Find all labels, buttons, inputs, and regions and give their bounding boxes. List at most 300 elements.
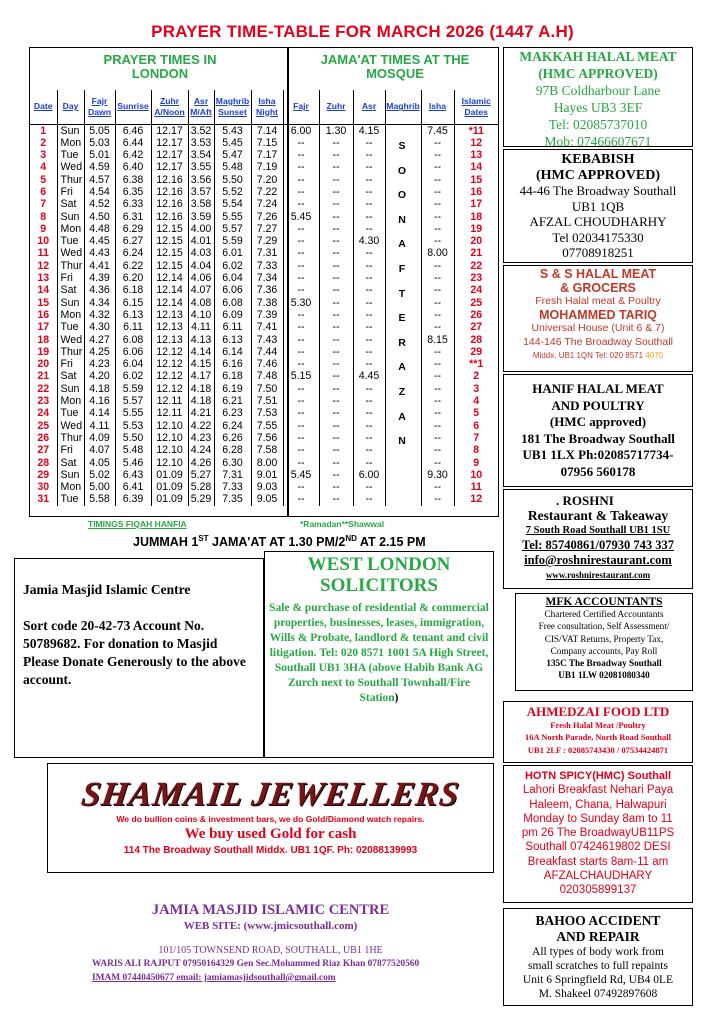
table-cell: 6.02 [115,370,151,382]
table-cell: -- [283,383,319,395]
table-cell: 4.06 [188,272,214,284]
table-cell: -- [421,395,454,407]
times-heading: PRAYER TIMES IN LONDON [103,52,217,81]
table-row [30,321,498,333]
table-cell: 12.14 [151,284,188,296]
table-row [30,124,498,137]
table-cell: -- [421,211,454,223]
col-jamaat-asr: Asr [361,101,377,112]
table-cell: -- [421,223,454,235]
table-cell: -- [283,444,319,456]
table-cell: 12.12 [151,358,188,370]
table-cell: 4.32 [84,309,115,321]
table-cell: -- [421,493,454,505]
table-cell: 14 [30,284,57,296]
table-cell: -- [421,407,454,419]
cell-maghrib-jamaat [385,469,421,481]
table-cell: -- [421,235,454,247]
page-title: PRAYER TIME-TABLE FOR MARCH 2026 (1447 A.H) [151,22,574,41]
table-cell: -- [353,223,385,235]
table-cell: Fri [57,358,84,370]
table-cell: -- [319,481,353,493]
table-cell: 7.56 [251,432,283,444]
vertical-letter: E [398,312,406,325]
hanif-halal-meat-ad: HANIF HALAL MEAT AND POULTRY (HMC approved) 181 The Broadway Southall UB1 1LX Ph:02085717734- 07956 560178 [503,374,693,487]
table-row [30,247,498,259]
table-cell: Tue [57,235,84,247]
table-cell: -- [283,420,319,432]
table-row [30,211,498,223]
table-cell: 4.17 [188,370,214,382]
table-cell: 7.50 [251,383,283,395]
table-cell: -- [283,321,319,333]
table-cell: -- [421,457,454,469]
table-cell: 2 [473,370,480,383]
table-cell: 25 [30,420,57,432]
vertical-letter: S [398,140,406,152]
table-cell: 5.50 [214,174,251,186]
table-cell: 7.41 [251,321,283,333]
table-cell: -- [319,272,353,284]
table-cell: 12.13 [151,309,188,321]
col-maghrib: Maghrib [215,95,250,106]
table-cell: 6.18 [115,284,151,296]
table-cell: 23 [470,272,483,285]
table-cell: 7.33 [214,481,251,493]
table-row [30,469,498,481]
table-cell: -- [283,272,319,284]
col-night: Night [256,106,278,117]
table-cell: 7.20 [251,174,283,186]
table-cell: 19 [470,222,483,235]
table-cell: 6.01 [214,247,251,259]
table-cell: Tue [57,493,84,505]
table-cell: -- [283,358,319,370]
table-cell: 4.04 [188,260,214,272]
table-cell: 4.11 [84,420,115,432]
table-cell: -- [283,260,319,272]
table-cell: Fri [57,186,84,198]
table-cell: -- [283,137,319,149]
table-cell: 7.29 [251,235,283,247]
table-cell: 3.55 [188,161,214,173]
table-cell: 5.27 [188,469,214,481]
jummah-times: JUMMAH 1ST JAMA'AT AT 1.30 PM/2ND AT 2.15 PM [133,534,426,550]
table-cell: -- [319,211,353,223]
table-cell: Mon [57,223,84,235]
table-cell: -- [353,247,385,259]
table-cell: -- [319,457,353,469]
table-cell: 5.05 [84,124,115,137]
table-cell: -- [319,297,353,309]
table-cell: -- [421,137,454,149]
table-cell: 12.12 [151,383,188,395]
table-cell: 5.54 [214,198,251,210]
table-cell: 7.14 [251,124,283,137]
table-cell: 6.44 [115,137,151,149]
table-cell: 6 [30,186,57,198]
shamail-address: 114 The Broadway Southall Middx. UB1 1QF. Ph: 02088139993 [123,845,418,856]
table-cell: Wed [57,420,84,432]
table-cell: -- [319,334,353,346]
table-cell: 10 [30,235,57,247]
table-cell: 1.30 [319,124,353,137]
table-cell: 6.09 [214,309,251,321]
table-row [30,186,498,198]
table-cell: -- [421,358,454,370]
table-row [30,457,498,469]
table-cell: 6.41 [115,481,151,493]
table-cell: 1 [30,124,57,137]
vertical-letter: A [398,361,406,374]
table-cell: -- [283,309,319,321]
table-cell: -- [319,321,353,333]
table-cell: 5 [30,174,57,186]
table-cell: Sat [57,370,84,382]
table-cell: 9.05 [251,493,283,505]
table-cell: -- [319,469,353,481]
table-cell: 12.10 [151,420,188,432]
col-asr: Asr [193,95,209,106]
table-cell: 5.57 [214,223,251,235]
table-cell: 5.48 [214,161,251,173]
table-cell: -- [319,161,353,173]
donation-box [14,558,264,758]
shamail-services: We do bullion coins & investment bars, we do Gold/Diamond watch repairs. [116,814,425,824]
table-cell: 12.16 [151,211,188,223]
table-cell: 2 [30,137,57,149]
table-cell: -- [319,383,353,395]
table-cell: 7 [30,198,57,210]
table-cell: 5.45 [283,211,319,223]
table-cell: 7.36 [251,284,283,296]
table-cell: 8.15 [421,334,454,346]
table-cell: -- [353,137,385,149]
table-cell: -- [283,223,319,235]
table-cell: 4.59 [84,161,115,173]
table-cell: 6.39 [115,493,151,505]
table-row [30,407,498,419]
table-cell: 7.55 [251,420,283,432]
table-cell: 7.53 [251,407,283,419]
table-cell: 16 [30,309,57,321]
table-cell: 6.04 [214,272,251,284]
table-cell: -- [283,186,319,198]
table-row [30,370,498,382]
table-cell: Thur [57,432,84,444]
table-cell: -- [319,407,353,419]
table-cell: 6.13 [214,334,251,346]
table-cell: Sun [57,124,84,137]
table-cell: 6.23 [214,407,251,419]
table-row [30,432,498,444]
table-cell: 7 [473,431,480,444]
table-cell: 13 [30,272,57,284]
col-isha: Isha [258,95,276,106]
table-cell: -- [319,284,353,296]
table-cell: 4.48 [84,223,115,235]
table-cell: 6.00 [283,124,319,137]
table-cell: Tue [57,321,84,333]
table-cell: 4.24 [188,444,214,456]
col-jamaat-isha: Isha [428,101,447,112]
table-cell: -- [283,198,319,210]
table-cell: -- [283,457,319,469]
table-cell: -- [353,211,385,223]
table-cell: **1 [469,358,484,371]
table-cell: 4.10 [188,309,214,321]
table-row [30,395,498,407]
table-cell: 6.02 [214,260,251,272]
table-cell: 12.10 [151,432,188,444]
table-cell: Fri [57,444,84,456]
table-cell: 12 [470,493,483,506]
table-cell: -- [283,407,319,419]
table-cell: 4.45 [353,370,385,382]
table-cell: 6.43 [115,469,151,481]
table-cell: -- [319,432,353,444]
table-cell: 20 [30,358,57,370]
table-cell: -- [319,493,353,505]
jmic-imam: IMAM 07440450677 email: jamiamasjidsouthall@gmail.com [92,973,336,983]
table-row [30,149,498,161]
col-dawn: Dawn [88,106,111,117]
table-cell: 4.08 [188,297,214,309]
jmic-website: WEB SITE: (www.jmicsouthall.com) [183,920,358,932]
table-cell: 4.15 [353,124,385,137]
table-cell: -- [421,481,454,493]
table-cell: 6.11 [214,321,251,333]
table-cell: -- [421,370,454,382]
table-cell: 4.54 [84,186,115,198]
table-cell: 6.16 [214,358,251,370]
table-cell: 12.16 [151,198,188,210]
table-row [30,444,498,456]
table-cell: 20 [470,235,483,248]
shamail-logo: SHAMAIL JEWELLERS [79,776,462,813]
table-cell: 4.20 [84,370,115,382]
table-cell: 21 [30,370,57,382]
table-cell: Sat [57,457,84,469]
table-cell: 29 [470,345,483,358]
table-cell: 6.22 [115,260,151,272]
table-cell: 5.30 [283,297,319,309]
table-cell: 12.17 [151,124,188,137]
table-cell: -- [353,321,385,333]
table-cell: -- [353,358,385,370]
table-cell: -- [421,383,454,395]
cell-maghrib-jamaat [385,481,421,493]
table-cell: Thur [57,346,84,358]
table-cell: 7.48 [251,370,283,382]
table-cell: 12.17 [151,161,188,173]
table-cell: 4.41 [84,260,115,272]
table-cell: 3.58 [188,198,214,210]
table-cell: Mon [57,137,84,149]
col-date: Date [33,101,53,112]
table-cell: 15 [470,173,483,186]
kebabish-ad: KEBABISH (HMC APPROVED) 44-46 The Broadway Southall UB1 1QB AFZAL CHOUDHARHY Tel 02034175330 07708918251 [503,149,693,263]
table-cell: 27 [470,321,483,334]
table-cell: 6.31 [115,211,151,223]
table-cell: 6.06 [214,284,251,296]
vertical-letter: O [397,164,407,177]
table-cell: 5.45 [283,469,319,481]
table-row [30,260,498,272]
table-cell: 6.28 [214,444,251,456]
table-cell: Sun [57,383,84,395]
table-cell: -- [353,395,385,407]
table-cell: 7.35 [214,493,251,505]
table-cell: 11 [30,247,57,259]
table-cell: 4.57 [84,174,115,186]
table-cell: 4.26 [188,457,214,469]
table-cell: 7.26 [251,211,283,223]
table-cell: -- [319,198,353,210]
table-cell: -- [283,346,319,358]
table-cell: Sat [57,284,84,296]
table-cell: 5.55 [115,407,151,419]
table-cell: 4.09 [84,432,115,444]
table-cell: -- [421,186,454,198]
table-cell: 3.52 [188,124,214,137]
table-cell: 26 [30,432,57,444]
jamaat-heading: JAMA'AT TIMES AT THE MOSQUE [320,52,470,81]
table-cell: 4.43 [84,247,115,259]
table-cell: 4.39 [84,272,115,284]
table-cell: 15 [30,297,57,309]
table-cell: 6.24 [214,420,251,432]
west-london-solicitors-ad [264,551,494,758]
table-cell: 3.56 [188,174,214,186]
table-cell: 4.30 [84,321,115,333]
table-cell: 6.27 [115,235,151,247]
table-cell: 4 [473,395,480,408]
table-cell: -- [319,247,353,259]
table-cell: -- [353,383,385,395]
table-cell: 9.01 [251,469,283,481]
makkah-halal-meat-ad: MAKKAH HALAL MEAT (HMC APPROVED) 97B Coldharbour Lane Hayes UB3 3EF Tel: 02085737010 Mob: 07466607671 [503,47,693,147]
table-cell: -- [421,321,454,333]
table-cell: 17 [30,321,57,333]
col-jamaat-zuhr: Zuhr [326,101,346,112]
table-cell: 4.03 [188,247,214,259]
table-cell: 6.20 [115,272,151,284]
roshni-email[interactable]: info@roshnirestaurant.com [524,553,672,567]
table-cell: 4.00 [188,223,214,235]
table-cell: 4.14 [188,346,214,358]
table-cell: -- [319,149,353,161]
table-cell: 12.17 [151,137,188,149]
table-cell: -- [353,481,385,493]
roshni-restaurant-ad: . ROSHNI Restaurant & Takeaway 7 South Road Southall UB1 1SU Tel: 85740861/07930 743 337 info@roshnirestaurant.com www.roshnirestaurant.com [503,489,693,589]
table-cell: 12.15 [151,260,188,272]
table-cell: -- [353,334,385,346]
table-cell: 5.52 [214,186,251,198]
table-cell: 23 [30,395,57,407]
table-cell: 27 [30,444,57,456]
table-cell: -- [319,186,353,198]
table-cell: 5.57 [115,395,151,407]
table-cell: 8 [30,211,57,223]
table-cell: 7.27 [251,223,283,235]
table-cell: -- [283,174,319,186]
table-cell: -- [421,309,454,321]
table-cell: 4.21 [188,407,214,419]
table-cell: 6.15 [115,297,151,309]
table-row [30,284,498,296]
table-cell: 3.59 [188,211,214,223]
table-row [30,198,498,210]
table-cell: 12.11 [151,407,188,419]
table-cell: 5.02 [84,469,115,481]
table-cell: -- [353,161,385,173]
table-cell: -- [353,407,385,419]
table-cell: 12.13 [151,334,188,346]
table-cell: 5.03 [84,137,115,149]
table-cell: 6.26 [214,432,251,444]
wls-name: WEST LONDON [307,554,451,575]
vertical-letter: A [398,410,406,423]
table-cell: 4.36 [84,284,115,296]
table-cell: 7.51 [251,395,283,407]
table-cell: 5.53 [115,420,151,432]
table-cell: 7.19 [251,161,283,173]
table-cell: 7.17 [251,149,283,161]
wls-name-2: SOLICITORS [320,575,438,596]
table-cell: 4.16 [84,395,115,407]
table-cell: 5.43 [214,124,251,137]
vertical-letter: Z [398,386,406,398]
table-cell: 4 [30,161,57,173]
table-cell: Sun [57,297,84,309]
table-cell: -- [421,272,454,284]
table-cell: 12.12 [151,370,188,382]
roshni-website[interactable]: www.roshnirestaurant.com [545,570,651,580]
table-cell: 8.00 [251,457,283,469]
table-cell: 26 [470,308,483,321]
table-cell: 12.14 [151,272,188,284]
table-cell: 5.45 [214,137,251,149]
table-cell: 12.14 [151,297,188,309]
jmic-contacts: WARIS ALI RAJPUT 07950164329 Gen Sec.Mohammed Riaz Khan 07877520560 [92,959,420,969]
table-cell: -- [283,235,319,247]
table-cell: Sat [57,198,84,210]
table-cell: 6.38 [115,174,151,186]
table-cell: 12 [470,136,483,149]
table-cell: 30 [30,481,57,493]
table-cell: 8.00 [421,247,454,259]
table-cell: 01.09 [151,469,188,481]
table-cell: 12.10 [151,457,188,469]
table-cell: Tue [57,407,84,419]
vertical-letter: R [398,336,406,349]
table-cell: 18 [30,334,57,346]
table-cell: -- [421,198,454,210]
table-cell: -- [421,260,454,272]
table-cell: 14 [470,161,483,174]
table-cell: 9 [473,456,480,469]
table-cell: -- [421,161,454,173]
table-row [30,346,498,358]
table-cell: 12.13 [151,321,188,333]
table-row [30,272,498,284]
donation-account: Sort code 20-42-73 Account No. 50789682. For donation to Masjid [23,618,218,651]
table-cell: -- [353,198,385,210]
table-cell: 4.15 [188,358,214,370]
table-cell: 7.39 [251,309,283,321]
table-cell: -- [421,444,454,456]
